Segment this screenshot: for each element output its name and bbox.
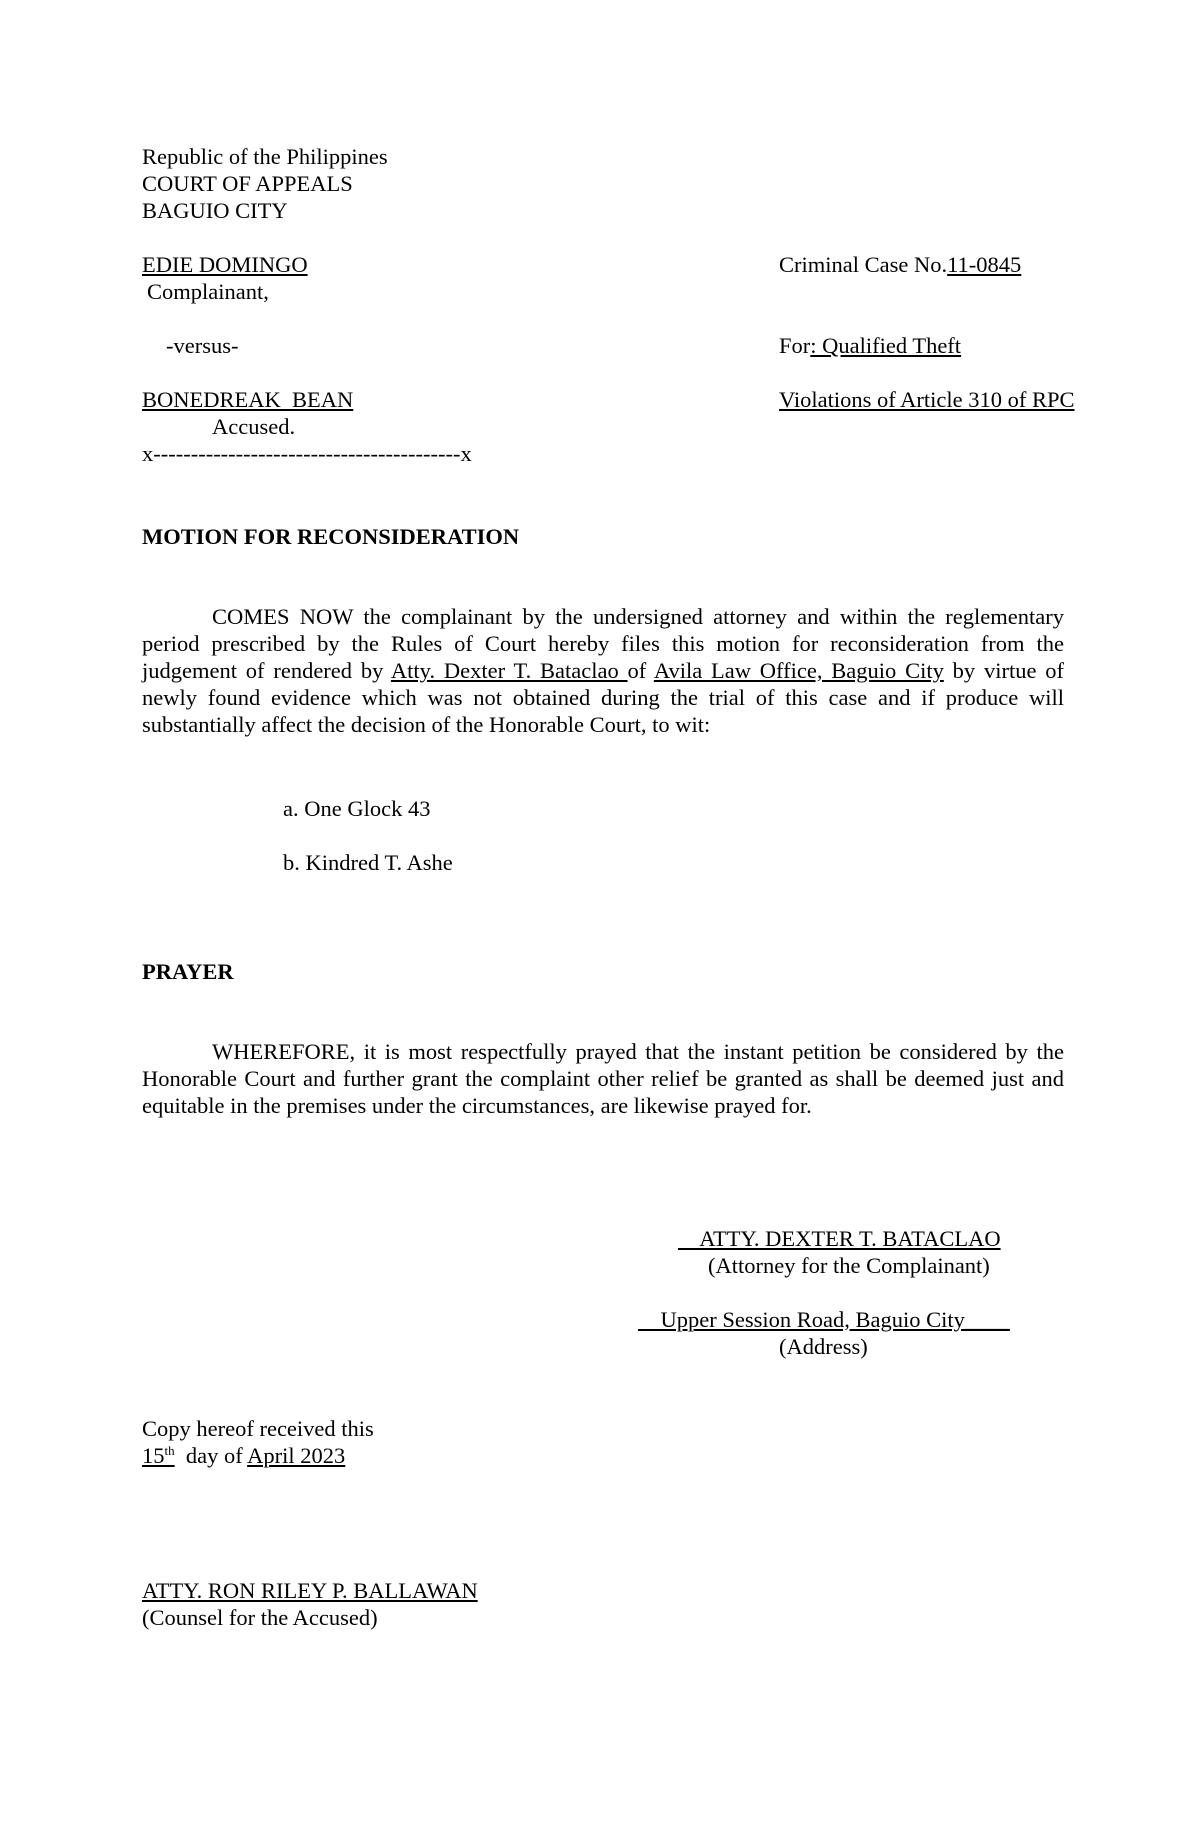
accused-name: BONEDREAK BEAN: [142, 387, 354, 412]
offense-value: : Qualified Theft: [810, 333, 962, 358]
receipt-day-suffix: th: [164, 1443, 175, 1458]
accused-role: Accused.: [212, 414, 296, 439]
header-republic: Republic of the Philippines: [142, 144, 388, 169]
case-number-label: Criminal Case No.: [779, 252, 948, 277]
evidence-item: a. One Glock 43: [283, 796, 431, 821]
address-label: (Address): [779, 1334, 868, 1359]
receipt-month-year: April 2023: [247, 1443, 346, 1468]
receipt-day: 15th: [142, 1443, 175, 1468]
attorney-signature-role: (Attorney for the Complainant): [708, 1253, 990, 1278]
prayer-heading: PRAYER: [142, 959, 234, 984]
header-court: COURT OF APPEALS: [142, 171, 353, 196]
motion-paragraph: [142, 603, 1064, 738]
counsel-role: (Counsel for the Accused): [142, 1605, 378, 1630]
receipt-date-line: [142, 1442, 345, 1469]
attorney-signature-name: ATTY. DEXTER T. BATACLAO: [678, 1226, 1001, 1251]
receipt-day-text: day of: [174, 1443, 248, 1468]
motion-text-of: of: [627, 658, 654, 683]
case-number-line: [779, 251, 1021, 278]
prayer-paragraph: WHEREFORE, it is most respectfully prayed that the instant petition be considered by the Honorable Court and further grant the complaint other relief be granted as shall be deemed just and equitable in the premises under the circumstances, are likewise prayed for.: [142, 1039, 1064, 1118]
header-city: BAGUIO CITY: [142, 198, 288, 223]
complainant-role: Complainant,: [147, 279, 269, 304]
offense-line: [779, 332, 961, 359]
offense-label: For: [779, 333, 811, 358]
violation-line: Violations of Article 310 of RPC: [779, 387, 1075, 412]
versus-label: -versus-: [166, 333, 239, 358]
motion-attorney: Atty. Dexter T. Bataclao: [390, 658, 628, 683]
evidence-item: b. Kindred T. Ashe: [283, 850, 453, 875]
attorney-address: Upper Session Road, Baguio City____: [638, 1307, 1010, 1332]
motion-law-office: Avila Law Office, Baguio City: [653, 658, 944, 683]
motion-text-intro: COMES NOW the complainant by the undersigned attorney and within the reglementary period prescribed by the Rules of Court hereby files this motion for reconsideration from the judgement of rendered by: [142, 604, 1064, 683]
motion-text-rest: by virtue of newly found evidence which was not obtained during the trial of this case and if produce will substantially affect the decision of the Honorable Court, to wit:: [142, 658, 1064, 737]
document-title: MOTION FOR RECONSIDERATION: [142, 524, 520, 549]
receipt-line: Copy hereof received this: [142, 1416, 374, 1441]
complainant-name: EDIE DOMINGO: [142, 252, 308, 277]
caption-separator: x-----------------------------------------x: [142, 441, 472, 466]
counsel-name: ATTY. RON RILEY P. BALLAWAN: [142, 1578, 478, 1603]
case-number: 11-0845: [947, 252, 1022, 277]
